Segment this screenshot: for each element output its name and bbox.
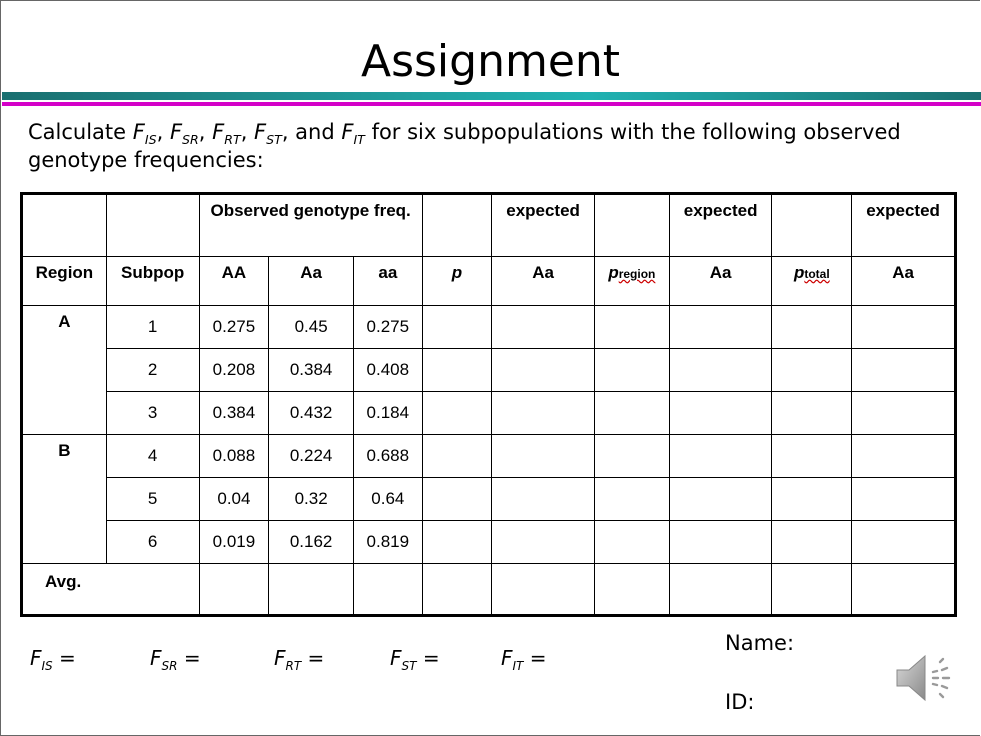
region-header: Region: [22, 257, 107, 306]
expected-cell[interactable]: [492, 435, 595, 478]
avg-cell[interactable]: [422, 564, 492, 616]
avg-cell[interactable]: [199, 564, 269, 616]
expected-cell[interactable]: [669, 349, 772, 392]
avg-cell[interactable]: [492, 564, 595, 616]
p-total-cell[interactable]: [772, 306, 852, 349]
p-total-cell[interactable]: [772, 392, 852, 435]
table-row: [22, 478, 956, 521]
expected-cell[interactable]: [492, 478, 595, 521]
Aa-cell: 0.45: [269, 306, 354, 349]
expected-cell[interactable]: [669, 306, 772, 349]
subpop-cell: 1: [106, 306, 199, 349]
p-total-cell[interactable]: [772, 521, 852, 564]
avg-cell[interactable]: [269, 564, 354, 616]
avg-cell[interactable]: [594, 564, 669, 616]
avg-cell[interactable]: [353, 564, 422, 616]
formula-f-rt: $F_{RT}$ =: [274, 646, 325, 673]
p-region-cell[interactable]: [594, 349, 669, 392]
formula-f-st: $F_{ST}$ =: [390, 646, 440, 673]
expected-header-1: expected: [492, 194, 595, 257]
slide-title: Assignment: [360, 36, 621, 87]
region-cell-B: B: [22, 435, 107, 564]
p-region-header: pregion: [594, 257, 669, 306]
p-total-cell[interactable]: [772, 435, 852, 478]
aa-cell: 0.819: [353, 521, 422, 564]
Aa-cell: 0.224: [269, 435, 354, 478]
AA-cell: 0.04: [199, 478, 269, 521]
avg-cell[interactable]: [669, 564, 772, 616]
genotype-table: [20, 192, 957, 617]
AA-cell: 0.384: [199, 392, 269, 435]
intro-text: Calculate $F_{IS}$, $F_{SR}$, $F_{RT}$, $F_{ST}$, and $F_{IT}$ for six subpopulations with the following observed genotype frequencies:: [28, 120, 901, 172]
expected-header-3: expected: [852, 194, 956, 257]
p-total-header: ptotal: [772, 257, 852, 306]
expected-cell[interactable]: [492, 306, 595, 349]
expected-cell[interactable]: [492, 521, 595, 564]
p-cell[interactable]: [422, 521, 492, 564]
table-row: [22, 349, 956, 392]
table-header-row-2: [22, 257, 956, 306]
avg-label: Avg.: [22, 564, 200, 616]
title-divider-magenta: [2, 102, 981, 106]
subpop-cell: 6: [106, 521, 199, 564]
p-region-cell[interactable]: [594, 521, 669, 564]
p-region-cell[interactable]: [594, 392, 669, 435]
p-total-cell[interactable]: [772, 349, 852, 392]
expected-Aa-header-2: Aa: [669, 257, 772, 306]
expected-cell[interactable]: [492, 392, 595, 435]
AA-cell: 0.019: [199, 521, 269, 564]
speaker-icon[interactable]: [893, 650, 955, 706]
p-region-cell[interactable]: [594, 478, 669, 521]
p-cell[interactable]: [422, 349, 492, 392]
title-divider-teal: [2, 92, 981, 100]
subpop-header: Subpop: [106, 257, 199, 306]
p-header: p: [422, 257, 492, 306]
expected-header-2: expected: [669, 194, 772, 257]
expected-cell[interactable]: [492, 349, 595, 392]
p-total-cell[interactable]: [772, 478, 852, 521]
observed-header: Observed genotype freq.: [199, 194, 422, 257]
AA-cell: 0.208: [199, 349, 269, 392]
Aa-cell: 0.162: [269, 521, 354, 564]
name-label: Name:: [725, 631, 795, 655]
formula-f-is: $F_{IS}$ =: [30, 646, 76, 673]
expected-cell[interactable]: [852, 306, 956, 349]
expected-cell[interactable]: [669, 435, 772, 478]
average-row: [22, 564, 956, 616]
formula-f-it: $F_{IT}$ =: [501, 646, 547, 673]
p-cell[interactable]: [422, 392, 492, 435]
subpop-cell: 2: [106, 349, 199, 392]
aa-cell: 0.408: [353, 349, 422, 392]
expected-cell[interactable]: [852, 478, 956, 521]
subpop-cell: 5: [106, 478, 199, 521]
p-region-cell[interactable]: [594, 435, 669, 478]
subpop-cell: 3: [106, 392, 199, 435]
region-cell-A: A: [22, 306, 107, 435]
formula-f-sr: $F_{SR}$ =: [150, 646, 201, 673]
expected-cell[interactable]: [669, 478, 772, 521]
expected-cell[interactable]: [852, 521, 956, 564]
avg-cell[interactable]: [772, 564, 852, 616]
table-row: [22, 435, 956, 478]
p-cell[interactable]: [422, 478, 492, 521]
aa-cell: 0.184: [353, 392, 422, 435]
AA-cell: 0.275: [199, 306, 269, 349]
table-row: [22, 306, 956, 349]
expected-cell[interactable]: [852, 349, 956, 392]
Aa-cell: 0.432: [269, 392, 354, 435]
p-cell[interactable]: [422, 435, 492, 478]
expected-cell[interactable]: [669, 521, 772, 564]
aa-cell: 0.64: [353, 478, 422, 521]
expected-cell[interactable]: [669, 392, 772, 435]
table-row: [22, 521, 956, 564]
expected-cell[interactable]: [852, 435, 956, 478]
Aa-cell: 0.32: [269, 478, 354, 521]
avg-cell[interactable]: [852, 564, 956, 616]
subpop-cell: 4: [106, 435, 199, 478]
aa-cell: 0.275: [353, 306, 422, 349]
expected-Aa-header-3: Aa: [852, 257, 956, 306]
aa-cell: 0.688: [353, 435, 422, 478]
Aa-cell: 0.384: [269, 349, 354, 392]
id-label: ID:: [725, 690, 755, 714]
AA-cell: 0.088: [199, 435, 269, 478]
expected-cell[interactable]: [852, 392, 956, 435]
p-cell[interactable]: [422, 306, 492, 349]
expected-Aa-header-1: Aa: [492, 257, 595, 306]
Aa-header: Aa: [269, 257, 354, 306]
table-header-row-1: [22, 194, 956, 257]
aa-header: aa: [353, 257, 422, 306]
p-region-cell[interactable]: [594, 306, 669, 349]
table-row: [22, 392, 956, 435]
AA-header: AA: [199, 257, 269, 306]
